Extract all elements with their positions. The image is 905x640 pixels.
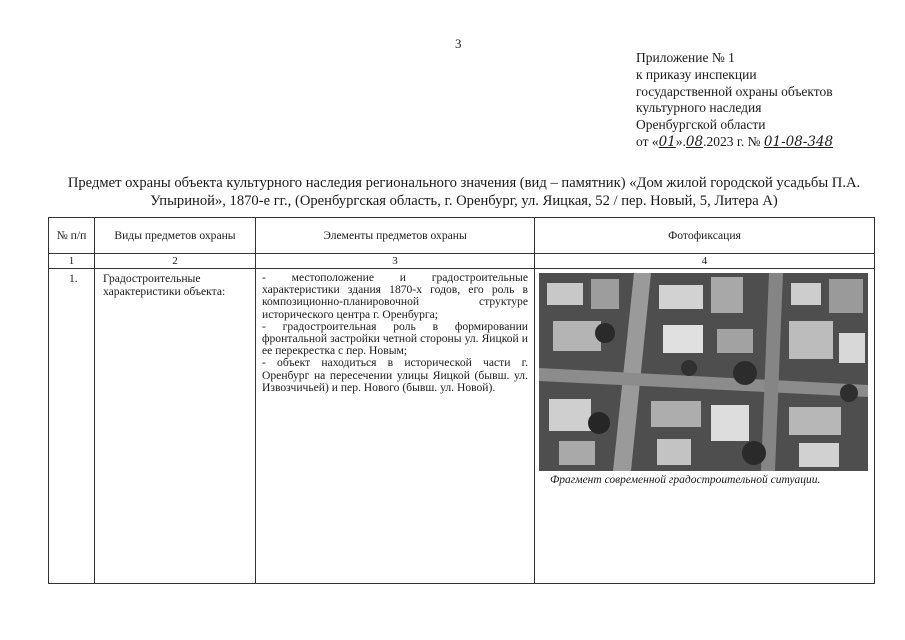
header-number: № п/п [49,218,95,254]
column-number: 1 [49,254,95,269]
handwritten-month: 08 [685,133,704,150]
row-kind: Градостроительные характеристики объекта: [103,272,226,298]
document-title: Предмет охраны объекта культурного наследия регионального значения (вид – памятник) «Дом жилой городской усадьбы П.А. Упыриной», 1870-е гг., (Оренбургская область, г. Оренбург, ул. Яицкая, 52 / пер. Новый, 5, Литера А) [67,175,861,209]
page-number: 3 [455,36,462,51]
appendix-line: к приказу инспекции [636,66,757,82]
protection-table [48,217,875,584]
appendix-line: Приложение № 1 [636,50,735,65]
photo-caption: Фрагмент современной градостроительной ситуации. [550,474,821,486]
column-number: 2 [95,254,256,269]
row-elements [256,269,534,394]
header-kinds: Виды предметов охраны [95,218,256,254]
element-item: - объект находиться в исторической части г. Оренбург на пересечении улицы Яицкой (бывш. ул. Извозчичьей) и пер. Нового (бывш. ул. Новой). [262,356,528,394]
handwritten-order-number: 01-08-348 [763,133,834,150]
appendix-line: культурного наследия [636,100,762,116]
row-number: 1. [69,272,78,285]
row-number-cell [49,269,95,584]
column-number: 3 [256,254,535,269]
row-kind-cell [95,269,256,584]
column-number-row [49,254,875,269]
table-row [49,269,875,584]
element-item: - градостроительная роль в формировании фронтальной застройки четной стороны ул. Яицкой и ее перекрестка с пер. Новым; [262,319,528,358]
appendix-block [636,50,833,151]
appendix-line: государственной охраны объектов [636,83,833,99]
row-photo-cell [535,269,875,584]
element-item: - местоположение и градостроительные характеристики здания 1870-х годов, его роль в композиционно-планировочной структуре исторического центра г. Оренбурга; [262,271,528,321]
table-header-row [49,218,875,254]
header-elements: Элементы предметов охраны [256,218,535,254]
order-date-line: от «01».08.2023 г. № 01-08-348 [636,133,834,150]
handwritten-day: 01 [658,133,676,150]
aerial-photo [539,273,868,471]
column-number: 4 [535,254,875,269]
appendix-line: Оренбургской области [636,117,766,133]
header-photo: Фотофиксация [535,218,875,254]
row-elements-cell [256,269,535,584]
